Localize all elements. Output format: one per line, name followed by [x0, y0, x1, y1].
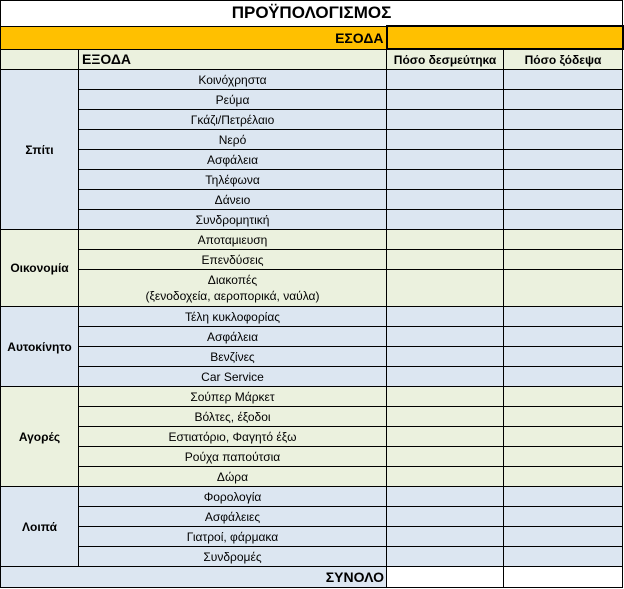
amount-spent-cell[interactable] [504, 387, 623, 407]
table-row [1, 90, 623, 110]
amount-committed-cell[interactable] [387, 407, 504, 427]
amount-committed-cell[interactable] [387, 507, 504, 527]
amount-committed-cell[interactable] [387, 367, 504, 387]
expense-item-label: Car Service [79, 367, 387, 387]
expense-item-label: Σούπερ Μάρκετ [79, 387, 387, 407]
table-row [1, 110, 623, 130]
expense-item-label: Επενδύσεις [79, 250, 387, 270]
table-row [1, 347, 623, 367]
table-row [1, 387, 623, 407]
amount-committed-cell[interactable] [387, 110, 504, 130]
table-row [1, 407, 623, 427]
amount-spent-cell[interactable] [504, 130, 623, 150]
amount-spent-cell[interactable] [504, 230, 623, 250]
expense-item-label: Συνδρομητική [79, 210, 387, 230]
amount-spent-cell[interactable] [504, 307, 623, 327]
table-row [1, 150, 623, 170]
amount-spent-cell[interactable] [504, 270, 623, 307]
amount-spent-cell[interactable] [504, 427, 623, 447]
header-blank-cell [1, 49, 79, 70]
expenses-header: ΕΞΟΔΑ [79, 49, 387, 70]
expense-item-label: Βενζίνες [79, 347, 387, 367]
amount-spent-cell[interactable] [504, 407, 623, 427]
table-row [1, 130, 623, 150]
amount-committed-cell[interactable] [387, 327, 504, 347]
expense-item-label: Ρεύμα [79, 90, 387, 110]
table-row [1, 507, 623, 527]
expense-item-label: Ασφάλεια [79, 150, 387, 170]
amount-committed-cell[interactable] [387, 90, 504, 110]
amount-committed-cell[interactable] [387, 447, 504, 467]
amount-committed-cell[interactable] [387, 230, 504, 250]
amount-spent-cell[interactable] [504, 487, 623, 507]
total-label: ΣΥΝΟΛΟ [1, 567, 387, 588]
table-row [1, 250, 623, 270]
amount-spent-cell[interactable] [504, 467, 623, 487]
category-label: Αυτοκίνητο [1, 307, 79, 387]
table-row [1, 527, 623, 547]
amount-spent-cell[interactable] [504, 527, 623, 547]
category-label: Αγορές [1, 387, 79, 487]
table-row [1, 230, 623, 250]
expense-item-label: Αποταμιευση [79, 230, 387, 250]
expense-item-label: Τηλέφωνα [79, 170, 387, 190]
amount-committed-cell[interactable] [387, 307, 504, 327]
table-row [1, 210, 623, 230]
expense-item-label: Δώρα [79, 467, 387, 487]
table-row [1, 487, 623, 507]
expense-item-label: Γκάζι/Πετρέλαιο [79, 110, 387, 130]
table-row [1, 427, 623, 447]
income-input-cell[interactable] [387, 26, 623, 49]
table-row [1, 70, 623, 90]
expense-item-label: Ασφάλεια [79, 327, 387, 347]
table-row [1, 170, 623, 190]
amount-committed-cell[interactable] [387, 487, 504, 507]
amount-committed-cell[interactable] [387, 387, 504, 407]
amount-spent-cell[interactable] [504, 170, 623, 190]
table-row [1, 547, 623, 567]
expense-item-label: Τέλη κυκλοφορίας [79, 307, 387, 327]
expense-item-label: Διακοπές (ξενοδοχεία, αεροπορικά, ναύλα) [79, 270, 387, 307]
expense-item-label: Εστιατόριο, Φαγητό έξω [79, 427, 387, 447]
amount-spent-cell[interactable] [504, 190, 623, 210]
amount-spent-cell[interactable] [504, 327, 623, 347]
income-label: ΕΣΟΔΑ [1, 26, 387, 49]
expense-item-label: Γιατροί, φάρμακα [79, 527, 387, 547]
expense-item-label: Κοινόχρηστα [79, 70, 387, 90]
amount-committed-cell[interactable] [387, 527, 504, 547]
amount-committed-cell[interactable] [387, 190, 504, 210]
amount-spent-cell[interactable] [504, 210, 623, 230]
table-row [1, 327, 623, 347]
amount-committed-cell[interactable] [387, 427, 504, 447]
amount-spent-cell[interactable] [504, 90, 623, 110]
expense-item-label: Φορολογία [79, 487, 387, 507]
sheet-title: ΠΡΟΫΠΟΛΟΓΙΣΜΟΣ [1, 1, 623, 27]
amount-committed-cell[interactable] [387, 70, 504, 90]
amount-spent-cell[interactable] [504, 367, 623, 387]
amount-committed-cell[interactable] [387, 150, 504, 170]
table-row [1, 270, 623, 307]
table-row [1, 367, 623, 387]
amount-committed-cell[interactable] [387, 547, 504, 567]
column-header-spent: Πόσο ξόδεψα [504, 49, 623, 70]
amount-spent-cell[interactable] [504, 347, 623, 367]
amount-spent-cell[interactable] [504, 507, 623, 527]
total-row [1, 567, 623, 588]
table-row [1, 190, 623, 210]
amount-committed-cell[interactable] [387, 347, 504, 367]
category-label: Λοιπά [1, 487, 79, 567]
amount-committed-cell[interactable] [387, 210, 504, 230]
amount-spent-cell[interactable] [504, 447, 623, 467]
amount-committed-cell[interactable] [387, 130, 504, 150]
amount-spent-cell[interactable] [504, 110, 623, 130]
expense-item-label: Ασφάλειες [79, 507, 387, 527]
table-row [1, 307, 623, 327]
table-row [1, 467, 623, 487]
amount-committed-cell[interactable] [387, 467, 504, 487]
total-committed-cell[interactable] [387, 567, 504, 588]
total-spent-cell[interactable] [504, 567, 623, 588]
expense-item-label: Συνδρομές [79, 547, 387, 567]
category-label: Σπίτι [1, 70, 79, 230]
table-row [1, 447, 623, 467]
amount-committed-cell[interactable] [387, 270, 504, 307]
expense-item-label: Δάνειο [79, 190, 387, 210]
amount-committed-cell[interactable] [387, 250, 504, 270]
expense-item-label: Νερό [79, 130, 387, 150]
amount-spent-cell[interactable] [504, 70, 623, 90]
expense-item-label: Βόλτες, έξοδοι [79, 407, 387, 427]
expense-item-label: Ρούχα παπούτσια [79, 447, 387, 467]
amount-committed-cell[interactable] [387, 170, 504, 190]
amount-spent-cell[interactable] [504, 250, 623, 270]
column-header-committed: Πόσο δεσμεύτηκα [387, 49, 504, 70]
category-label: Οικονομία [1, 230, 79, 307]
amount-spent-cell[interactable] [504, 150, 623, 170]
amount-spent-cell[interactable] [504, 547, 623, 567]
